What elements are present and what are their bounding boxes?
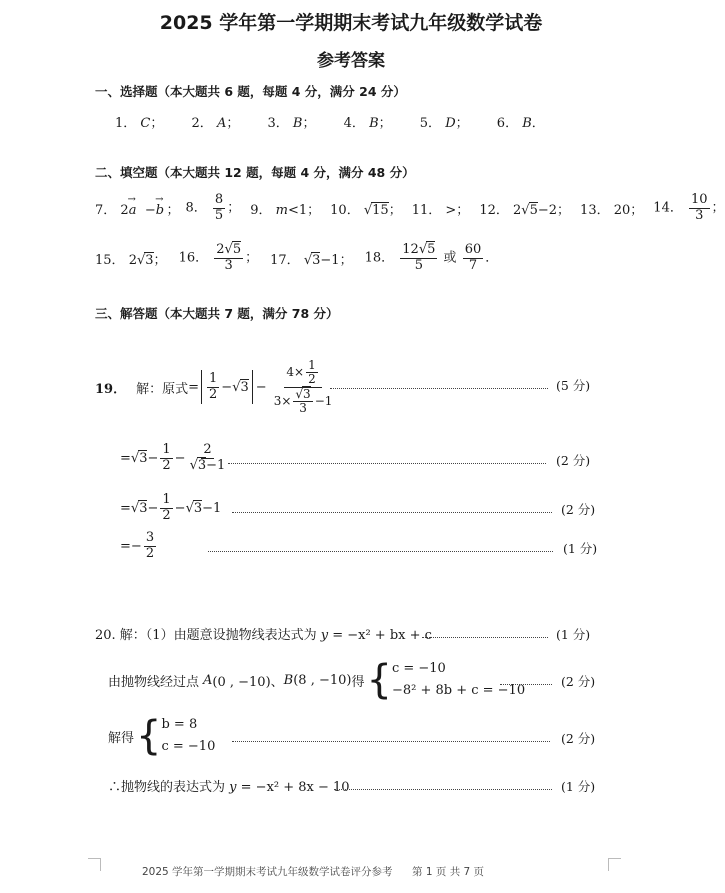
answer-9: 9． m<1； xyxy=(250,202,321,218)
score-q19-1: (5 分) xyxy=(556,378,591,393)
crop-mark-bottom-right xyxy=(608,858,621,871)
answer-13: 13． 20； xyxy=(580,202,644,218)
dot-leader xyxy=(232,741,550,742)
dot-leader xyxy=(500,684,552,685)
answer-3: 3． B； xyxy=(267,116,316,131)
dot-leader xyxy=(208,551,553,552)
crop-mark-bottom-left xyxy=(88,858,101,871)
score-q20-4: (1 分) xyxy=(561,779,596,794)
answer-15: 15． 2√3； xyxy=(95,252,167,268)
answer-11: 11． >； xyxy=(411,202,470,218)
dot-leader xyxy=(422,637,548,638)
dot-leader xyxy=(228,463,546,464)
q19-line1: 19． 解：原式 = $\frac{1}{2}$ − √ 3 − 4× $\frac{1}{2}$ 3× $\frac{√3}{3}$ −1 xyxy=(95,358,333,415)
answer-2: 2． A； xyxy=(191,116,240,131)
answer-6: 6． B． xyxy=(496,116,545,131)
section1-answers xyxy=(115,112,545,131)
q19-line3: = √ 3 − $\frac{1}{2}$ − √ 3 −1 xyxy=(120,492,222,523)
answer-7: 7． 2a→−b→； xyxy=(95,193,180,218)
answer-5: 5． D； xyxy=(419,116,469,131)
q19-line4: = − $\frac{3}{2}$ xyxy=(120,530,155,561)
section1-heading: 一、选择题（本大题共 6 题，每题 4 分，满分 24 分） xyxy=(95,84,406,99)
answer-16: 16． $\frac{2√5}{3}$ ； xyxy=(178,242,259,273)
score-q19-4: (1 分) xyxy=(563,541,598,556)
answer-8: 8． $\frac{8}{5}$ ； xyxy=(185,192,241,223)
dot-leader xyxy=(232,512,552,513)
answer-12: 12． 2√5−2； xyxy=(479,202,571,218)
score-q19-3: (2 分) xyxy=(561,502,596,517)
answer-4: 4． B； xyxy=(343,116,392,131)
q19-line2: = √ 3 − $\frac{1}{2}$ − $\frac{2}{√3-1}$ xyxy=(120,442,226,473)
score-q20-2: (2 分) xyxy=(561,674,596,689)
answer-10: 10． √15； xyxy=(330,202,402,218)
section2-heading: 二、填空题（本大题共 12 题，每题 4 分，满分 48 分） xyxy=(95,165,415,180)
answer-1: 1． C； xyxy=(115,116,164,131)
section3-heading: 三、解答题（本大题共 7 题，满分 78 分） xyxy=(95,306,339,321)
score-q20-1: (1 分) xyxy=(556,627,591,642)
dot-leader xyxy=(330,388,548,389)
score-q19-2: (2 分) xyxy=(556,453,591,468)
footer-page-number: 第 1 页 共 7 页 xyxy=(412,866,485,878)
page-title: 2025 学年第一学期期末考试九年级数学试卷 xyxy=(159,12,543,34)
answer-14: 14． $\frac{10}{3}$ ； xyxy=(653,192,725,223)
answer-17: 17． √3−1； xyxy=(270,252,353,268)
dot-leader xyxy=(334,789,552,790)
q20-line3: 解得 { b = 8 c = −10 xyxy=(108,713,216,759)
score-q20-3: (2 分) xyxy=(561,731,596,746)
footer-text: 2025 学年第一学期期末考试九年级数学试卷评分参考 xyxy=(142,866,393,878)
fill-row-1 xyxy=(95,190,725,226)
fill-row-2 xyxy=(95,238,498,278)
q20-line4: ∴抛物线的表达式为 y = −x² + 8x − 10 xyxy=(108,780,350,795)
answer-18: 18． $\frac{12√5}{5}$ 或 $\frac{60}{7}$ ． xyxy=(364,242,499,273)
q20-line1: 20. 解：（1）由题意设抛物线表达式为 y = −x² + bx + c xyxy=(95,628,432,643)
page-subtitle: 参考答案 xyxy=(317,51,385,71)
q20-line2: 由抛物线经过点 A (0 , −10)、 B (8 , −10) 得 { c = −10 −8² + 8b + c = −10 xyxy=(108,657,526,703)
